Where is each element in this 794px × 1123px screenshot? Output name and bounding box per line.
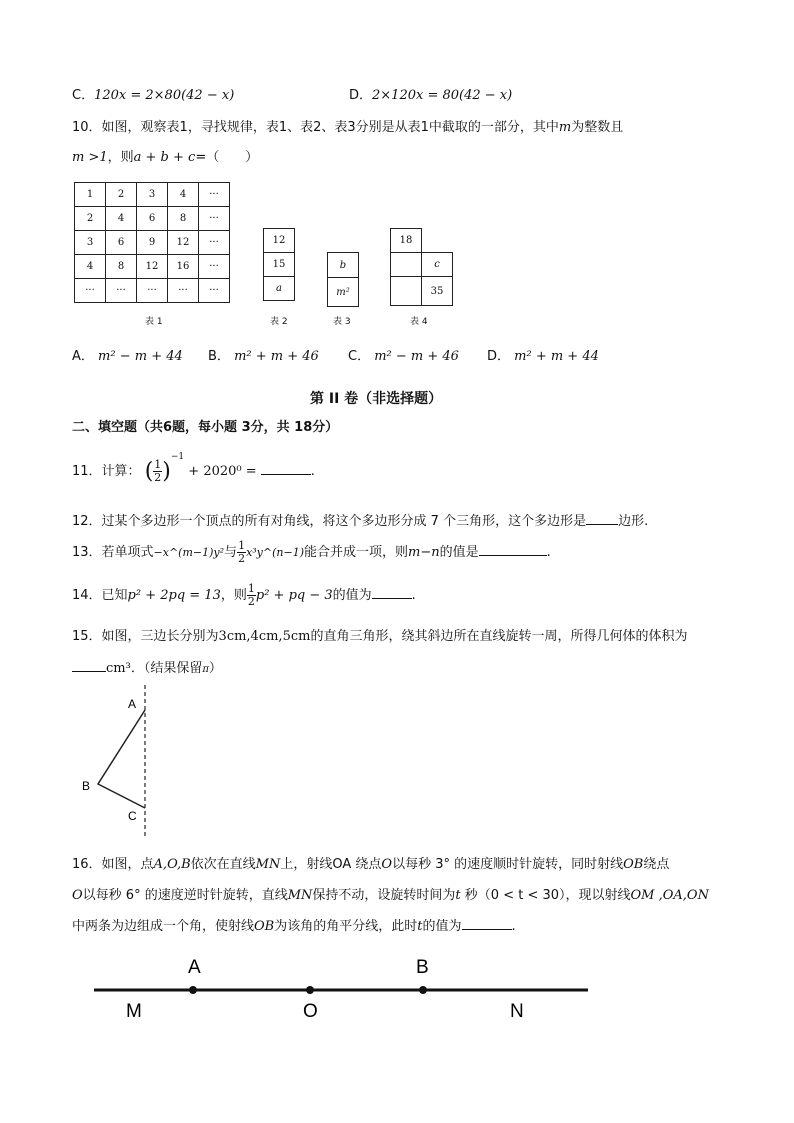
q11: 11．计算： ( $\frac{1}{2}$ )$^{-1}$ + 2020⁰ = . <box>72 452 315 484</box>
point-b <box>419 986 427 994</box>
table-4-cell <box>391 253 422 277</box>
table-3-cell: b <box>328 253 359 278</box>
table-1-row <box>75 255 230 279</box>
table-1-caption: 表 1 <box>145 317 163 327</box>
table-1-cell: ··· <box>106 279 137 303</box>
table-1-cell: ··· <box>199 207 230 231</box>
table-1-cell: ··· <box>137 279 168 303</box>
label-m: M <box>126 1001 142 1022</box>
section-title: 第 II 卷（非选择题） <box>310 391 443 407</box>
label-b: B <box>416 957 429 978</box>
q9-option-d: D．2×120x = 80(42 − x) <box>349 88 513 103</box>
part2-heading: 二、填空题（共6题，每小题 3分，共 18分） <box>72 420 339 435</box>
table-4-caption: 表 4 <box>410 317 428 327</box>
q13: 13．若单项式−x^(m−1)y²与 $\frac{1}{2}$ x³y^(n−1)能合并成一项，则m−n的值是 . <box>72 539 551 565</box>
label-a: A <box>188 957 201 978</box>
table-1-cell: 16 <box>168 255 199 279</box>
point-o <box>306 986 314 994</box>
table-1-cell: 3 <box>75 231 106 255</box>
table-1-cell: 4 <box>106 207 137 231</box>
triangle-figure <box>70 680 170 840</box>
table-4-cell: 35 <box>422 277 453 306</box>
table-2-caption: 表 2 <box>270 317 288 327</box>
table-1-cell: 9 <box>137 231 168 255</box>
table-2-cell: 12 <box>264 229 295 253</box>
table-1-cell: 6 <box>137 207 168 231</box>
table-3-caption: 表 3 <box>333 317 351 327</box>
table-1-cell: 1 <box>75 183 106 207</box>
q15-line1: 15．如图，三边长分别为3cm,4cm,5cm的直角三角形，绕其斜边所在直线旋转一周，所得几何体的体积为 <box>72 629 688 644</box>
table-1-row <box>75 231 230 255</box>
q12: 12．过某个多边形一个顶点的所有对角线，将这个多边形分成 7 个三角形，这个多边形是 边形. <box>72 514 649 529</box>
line-mn-figure <box>80 945 600 1035</box>
table-1-cell: 3 <box>137 183 168 207</box>
table-2-cell: 15 <box>264 253 295 277</box>
q16-line1: 16．如图，点A,O,B依次在直线MN上，射线OA 绕点O以每秒 3° 的速度顺时针旋转，同时射线OB绕点 <box>72 857 670 872</box>
table-1-cell: 12 <box>168 231 199 255</box>
table-4-cell: c <box>422 253 453 277</box>
table-3 <box>327 252 359 307</box>
table-1-cell: 6 <box>106 231 137 255</box>
table-4-cell: 18 <box>391 229 422 253</box>
q10-option-d: D． m² + m + 44 <box>487 349 599 364</box>
table-1-cell: ··· <box>199 183 230 207</box>
label-b: B <box>82 779 91 793</box>
label-n: N <box>510 1001 524 1022</box>
q10-option-a: A． m² − m + 44 <box>72 349 183 364</box>
q16-line2: O以每秒 6° 的速度逆时针旋转，直线MN保持不动，设旋转时间为t 秒（0 < t < 30），现以射线OM ,OA,ON <box>72 888 709 903</box>
table-1-row <box>75 207 230 231</box>
q16-line3: 中两条为边组成一个角，使射线OB为该角的角平分线，此时t的值为 . <box>72 919 516 934</box>
q15-line2: cm³．（结果保留π） <box>72 657 222 676</box>
table-1 <box>74 182 230 303</box>
table-1-cell: ··· <box>75 279 106 303</box>
table-2 <box>263 228 295 301</box>
q9-option-c: C．120x = 2×80(42 − x) <box>72 88 235 103</box>
table-1-cell: 8 <box>106 255 137 279</box>
q10-line2: m >1，则a + b + c=（ ） <box>72 150 259 165</box>
q14: 14．已知p² + 2pq = 13，则 $\frac{1}{2}$ p² + pq − 3的值为 . <box>72 582 416 608</box>
label-c: C <box>128 809 137 823</box>
table-4-cell <box>391 277 422 306</box>
q10-option-b: B． m² + m + 46 <box>208 349 319 364</box>
table-4 <box>390 228 453 306</box>
table-1-cell: ··· <box>199 279 230 303</box>
table-1-cell: 12 <box>137 255 168 279</box>
table-1-cell: 4 <box>75 255 106 279</box>
label-o: O <box>303 1001 318 1022</box>
table-2-cell: a <box>264 277 295 301</box>
q10-option-c: C． m² − m + 46 <box>348 349 459 364</box>
table-1-row <box>75 279 230 303</box>
table-1-cell: ··· <box>199 255 230 279</box>
table-1-cell: 2 <box>106 183 137 207</box>
table-1-cell: 8 <box>168 207 199 231</box>
table-3-cell: m² <box>328 278 359 307</box>
triangle-edges <box>98 710 145 808</box>
table-1-cell: ··· <box>168 279 199 303</box>
table-1-cell: 4 <box>168 183 199 207</box>
point-a <box>189 986 197 994</box>
q10-line1: 10．如图，观察表1，寻找规律，表1、表2、表3分别是从表1中截取的一部分，其中m为整数且 <box>72 120 624 135</box>
table-1-cell: ··· <box>199 231 230 255</box>
label-a: A <box>128 697 137 711</box>
table-1-cell: 2 <box>75 207 106 231</box>
table-1-row <box>75 183 230 207</box>
